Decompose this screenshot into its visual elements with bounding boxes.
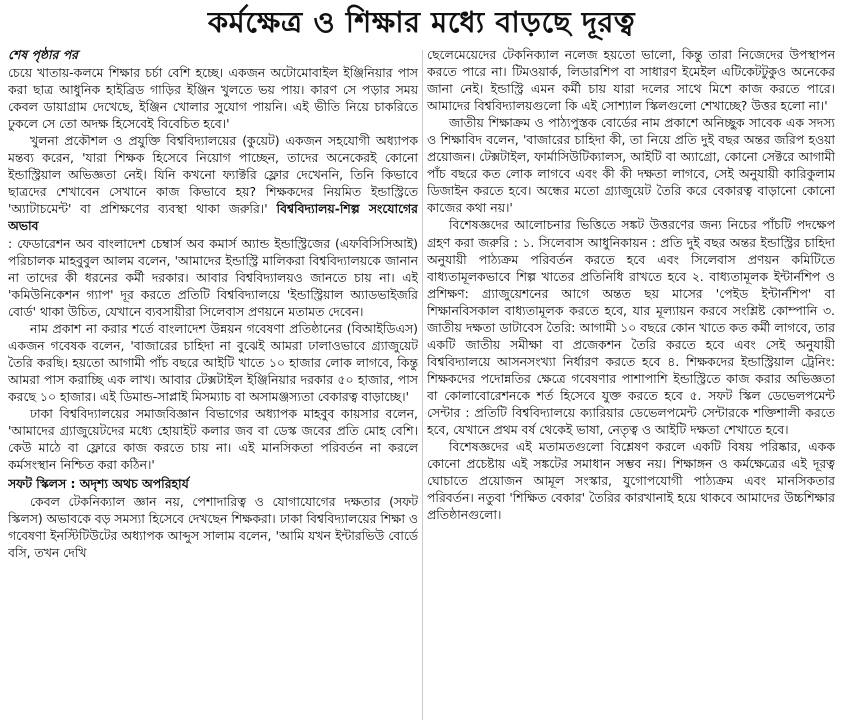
paragraph: : ফেডারেশন অব বাংলাদেশ চেম্বার্স অব কমার্স অ্যান্ড ইন্ডাস্ট্রিজের (এফবিসিসিআই) পরিচালক মাহবুবুল আলম বলেন, 'আমাদের ইন্ডাস্ট্রি মালিকরা বিশ্ববিদ্যালয়কে জানান না তাদের কী ধরনের কর্মী দরকার। আবার বিশ্ববিদ্যালয়ও জানতে চায় না। এই 'কমিউনিকেশন গ্যাপ' দূর করতে প্রতিটি বিশ্ববিদ্যালয়ে 'ইন্ডাস্ট্রিয়াল অ্যাডভাইজরি বোর্ড' থাকা উচিত, যেখানে ব্যবসায়ীরা সিলেবাস প্রণয়নে মতামত দেবেন। <box>8 235 418 319</box>
column-divider <box>422 50 423 720</box>
paragraph: নাম প্রকাশ না করার শর্তে বাংলাদেশ উন্নয়ন গবেষণা প্রতিষ্ঠানের (বিআইডিএস) একজন গবেষক বলেন, 'বাজারের চাহিদা না বুঝেই আমরা ঢালাওভাবে গ্র্যাজুয়েট তৈরি করছি। হয়তো আগামী পাঁচ বছরে আইটি খাতে ১০ হাজার লোক লাগবে, কিন্তু আমরা পাস করাচ্ছি এক লাখ। আবার টেক্সটাইল ইঞ্জিনিয়ার দরকার ৫০ হাজার, পাস করছে ১০ হাজার। এই ডিমান্ড-সাপ্লাই মিসম্যাচ বা অসামঞ্জস্যতা বেকারত্ব বাড়াচ্ছে।' <box>8 320 418 404</box>
paragraph: বিশেষজ্ঞদের এই মতামতগুলো বিশ্লেষণ করলে একটি বিষয় পরিষ্কার, একক কোনো প্রচেষ্টায় এই সঙ্কটের সমাধান সম্ভব নয়। শিক্ষাঙ্গন ও কর্মক্ষেত্রের এই দূরত্ব ঘোচাতে প্রয়োজন আমূল সংস্কার, যুগোপযোগী পাঠ্যক্রম এবং মানসিকতার পরিবর্তন। নতুবা 'শিক্ষিত বেকার' তৈরির কারখানাই হয়ে থাকবে আমাদের উচ্চশিক্ষার প্রতিষ্ঠানগুলো। <box>427 439 835 523</box>
paragraph-text: খুলনা প্রকৌশল ও প্রযুক্তি বিশ্ববিদ্যালয়ের (কুয়েট) একজন সহযোগী অধ্যাপক মন্তব্য করেন, 'যারা শিক্ষক হিসেবে নিয়োগ পাচ্ছেন, তাদের অনেকেরই কোনো ইন্ডাস্ট্রিয়াল অভিজ্ঞতা নেই। যিনি কখনো ফ্যাক্টরি ফ্লোর দেখেননি, তিনি কিভাবে ছাত্রদের শেখাবেন সেখানে কাজ কিভাবে হয়? শিক্ষকদের নিয়মিত ইন্ডাস্ট্রিতে 'অ্যাটাচমেন্ট' বা প্রশিক্ষণের ব্যবস্থা থাকা জরুরি।' <box>8 133 418 217</box>
paragraph <box>8 132 418 234</box>
headline: কর্মক্ষেত্র ও শিক্ষার মধ্যে বাড়ছে দূরত্ব <box>207 5 636 39</box>
paragraph: কেবল টেকনিক্যাল জ্ঞান নয়, পেশাদারিত্ব ও যোগাযোগের দক্ষতার (সফট স্কিলস) অভাবকে বড় সমস্যা হিসেবে দেখছেন শিক্ষকরা। ঢাকা বিশ্ববিদ্যালয়ের শিক্ষা ও গবেষণা ইনস্টিটিউটের অধ্যাপক আব্দুস সালাম বলেন, 'আমি যখন ইন্টারভিউ বোর্ডে বসি, তখন দেখি <box>8 494 418 561</box>
paragraph: চেয়ে খাতায়-কলমে শিক্ষার চর্চা বেশি হচ্ছে। একজন অটোমোবাইল ইঞ্জিনিয়ার পাস করা ছাত্র আধুনিক হাইব্রিড গাড়ির ইঞ্জিন খুলতে ভয় পায়। কারণ সে পড়ার সময় কেবল ডায়াগ্রাম দেখেছে, ইঞ্জিন খোলার সুযোগ পায়নি। এই ভীতি নিয়ে চাকরিতে ঢুকলে সে তো অদক্ষ হিসেবেই বিবেচিত হবে।' <box>8 65 418 132</box>
paragraph: জাতীয় শিক্ষাক্রম ও পাঠ্যপুস্তক বোর্ডের নাম প্রকাশে অনিচ্ছুক সাবেক এক সদস্য ও শিক্ষাবিদ বলেন, 'বাজারের চাহিদা কী, তা নিয়ে প্রতি দুই বছর অন্তর জরিপ হওয়া প্রয়োজন। টেক্সটাইল, ফার্মাসিউটিক্যালস, আইটি বা অ্যাগ্রো, কোনো সেক্টরে আগামী পাঁচ বছরে কত লোক লাগবে এবং কী কী দক্ষতা লাগবে, সেই অনুযায়ী কারিকুলাম ডিজাইন করতে হবে। অন্ধের মতো গ্র্যাজুয়েট তৈরি করে বেকারত্ব বাড়ানো কোনো কাজের কথা নয়।' <box>427 115 835 216</box>
continued-from-label: শেষ পৃষ্ঠার পর <box>8 47 78 62</box>
paragraph: বিশেষজ্ঞদের আলোচনার ভিত্তিতে সঙ্কট উত্তরণের জন্য নিচের পাঁচটি পদক্ষেপ গ্রহণ করা জরুরি : ১. সিলেবাস আধুনিকায়ন : প্রতি দুই বছর অন্তর ইন্ডাস্ট্রির চাহিদা অনুযায়ী পাঠ্যক্রম পরিবর্তন করতে হবে এবং সিলেবাস প্রণয়ন কমিটিতে বাধ্যতামূলকভাবে শিল্প খাতের প্রতিনিধি রাখতে হবে ২. বাধ্যতামূলক ইন্টার্নশিপ ও প্রশিক্ষণ: গ্র্যাজুয়েশনের আগে অন্তত ছয় মাসের 'পেইড ইন্টার্নশিপ' বা শিক্ষানবিসকাল বাধ্যতামূলক করতে হবে, যার মূল্যায়ন করবে সংশ্লিষ্ট কোম্পানি ৩. জাতীয় দক্ষতা ডাটাবেস তৈরি: আগামী ১০ বছরে কোন খাতে কত কর্মী লাগবে, তার একটি জাতীয় সমীক্ষা বা প্রজেকশন তৈরি করতে হবে এবং সেই অনুযায়ী বিশ্ববিদ্যালয়ে আসনসংখ্যা নির্ধারণ করতে হবে ৪. শিক্ষকদের ইন্ডাস্ট্রিয়াল ট্রেনিং: শিক্ষকদের পদোন্নতির ক্ষেত্রে গবেষণার পাশাপাশি ইন্ডাস্ট্রিতে কাজ করার অভিজ্ঞতা বা কোলাবোরেশনকে শর্ত হিসেবে যুক্ত করতে হবে ৫. সফট স্কিল ডেভেলপমেন্ট সেন্টার : প্রতিটি বিশ্ববিদ্যালয়ে ক্যারিয়ার ডেভেলপমেন্ট সেন্টারকে শক্তিশালী করতে হবে, যেখানে প্রথম বর্ষ থেকেই ভাষা, নেতৃত্ব ও আইটি দক্ষতা শেখাতে হবে। <box>427 217 835 438</box>
left-column <box>8 46 418 722</box>
paragraph: ছেলেমেয়েদের টেকনিক্যাল নলেজ হয়তো ভালো, কিন্তু তারা নিজেদের উপস্থাপন করতে পারে না। টিমওয়ার্ক, লিডারশিপ বা সাধারণ ইমেইল এটিকেটটুকুও অনেকের জানা নেই। ইন্ডাস্ট্রি এমন কর্মী চায় যারা দলের সাথে মিশে কাজ করতে পারে। আমাদের বিশ্ববিদ্যালয়গুলো কি এই সোশ্যাল স্কিলগুলো শেখাচ্ছে? উত্তর হলো না।' <box>427 47 835 114</box>
right-column <box>427 46 835 722</box>
subheading: বিশ্ববিদ্যালয়-শিল্প সংযোগের অভাব <box>8 201 418 234</box>
paragraph: ঢাকা বিশ্ববিদ্যালয়ের সমাজবিজ্ঞান বিভাগের অধ্যাপক মাহবুব কায়সার বলেন, 'আমাদের গ্র্যাজুয়েটদের মধ্যে হোয়াইট কলার জব বা ডেস্ক জবের প্রতি মোহ বেশি। কেউ মাঠে বা ফ্লোরে কাজ করতে চায় না। এই মানসিকতা পরিবর্তন না করলে কর্মসংস্থান নিশ্চিত করা কঠিন।' <box>8 405 418 473</box>
subheading: সফট স্কিলস : অদৃশ্য অথচ অপরিহার্য <box>8 476 189 492</box>
